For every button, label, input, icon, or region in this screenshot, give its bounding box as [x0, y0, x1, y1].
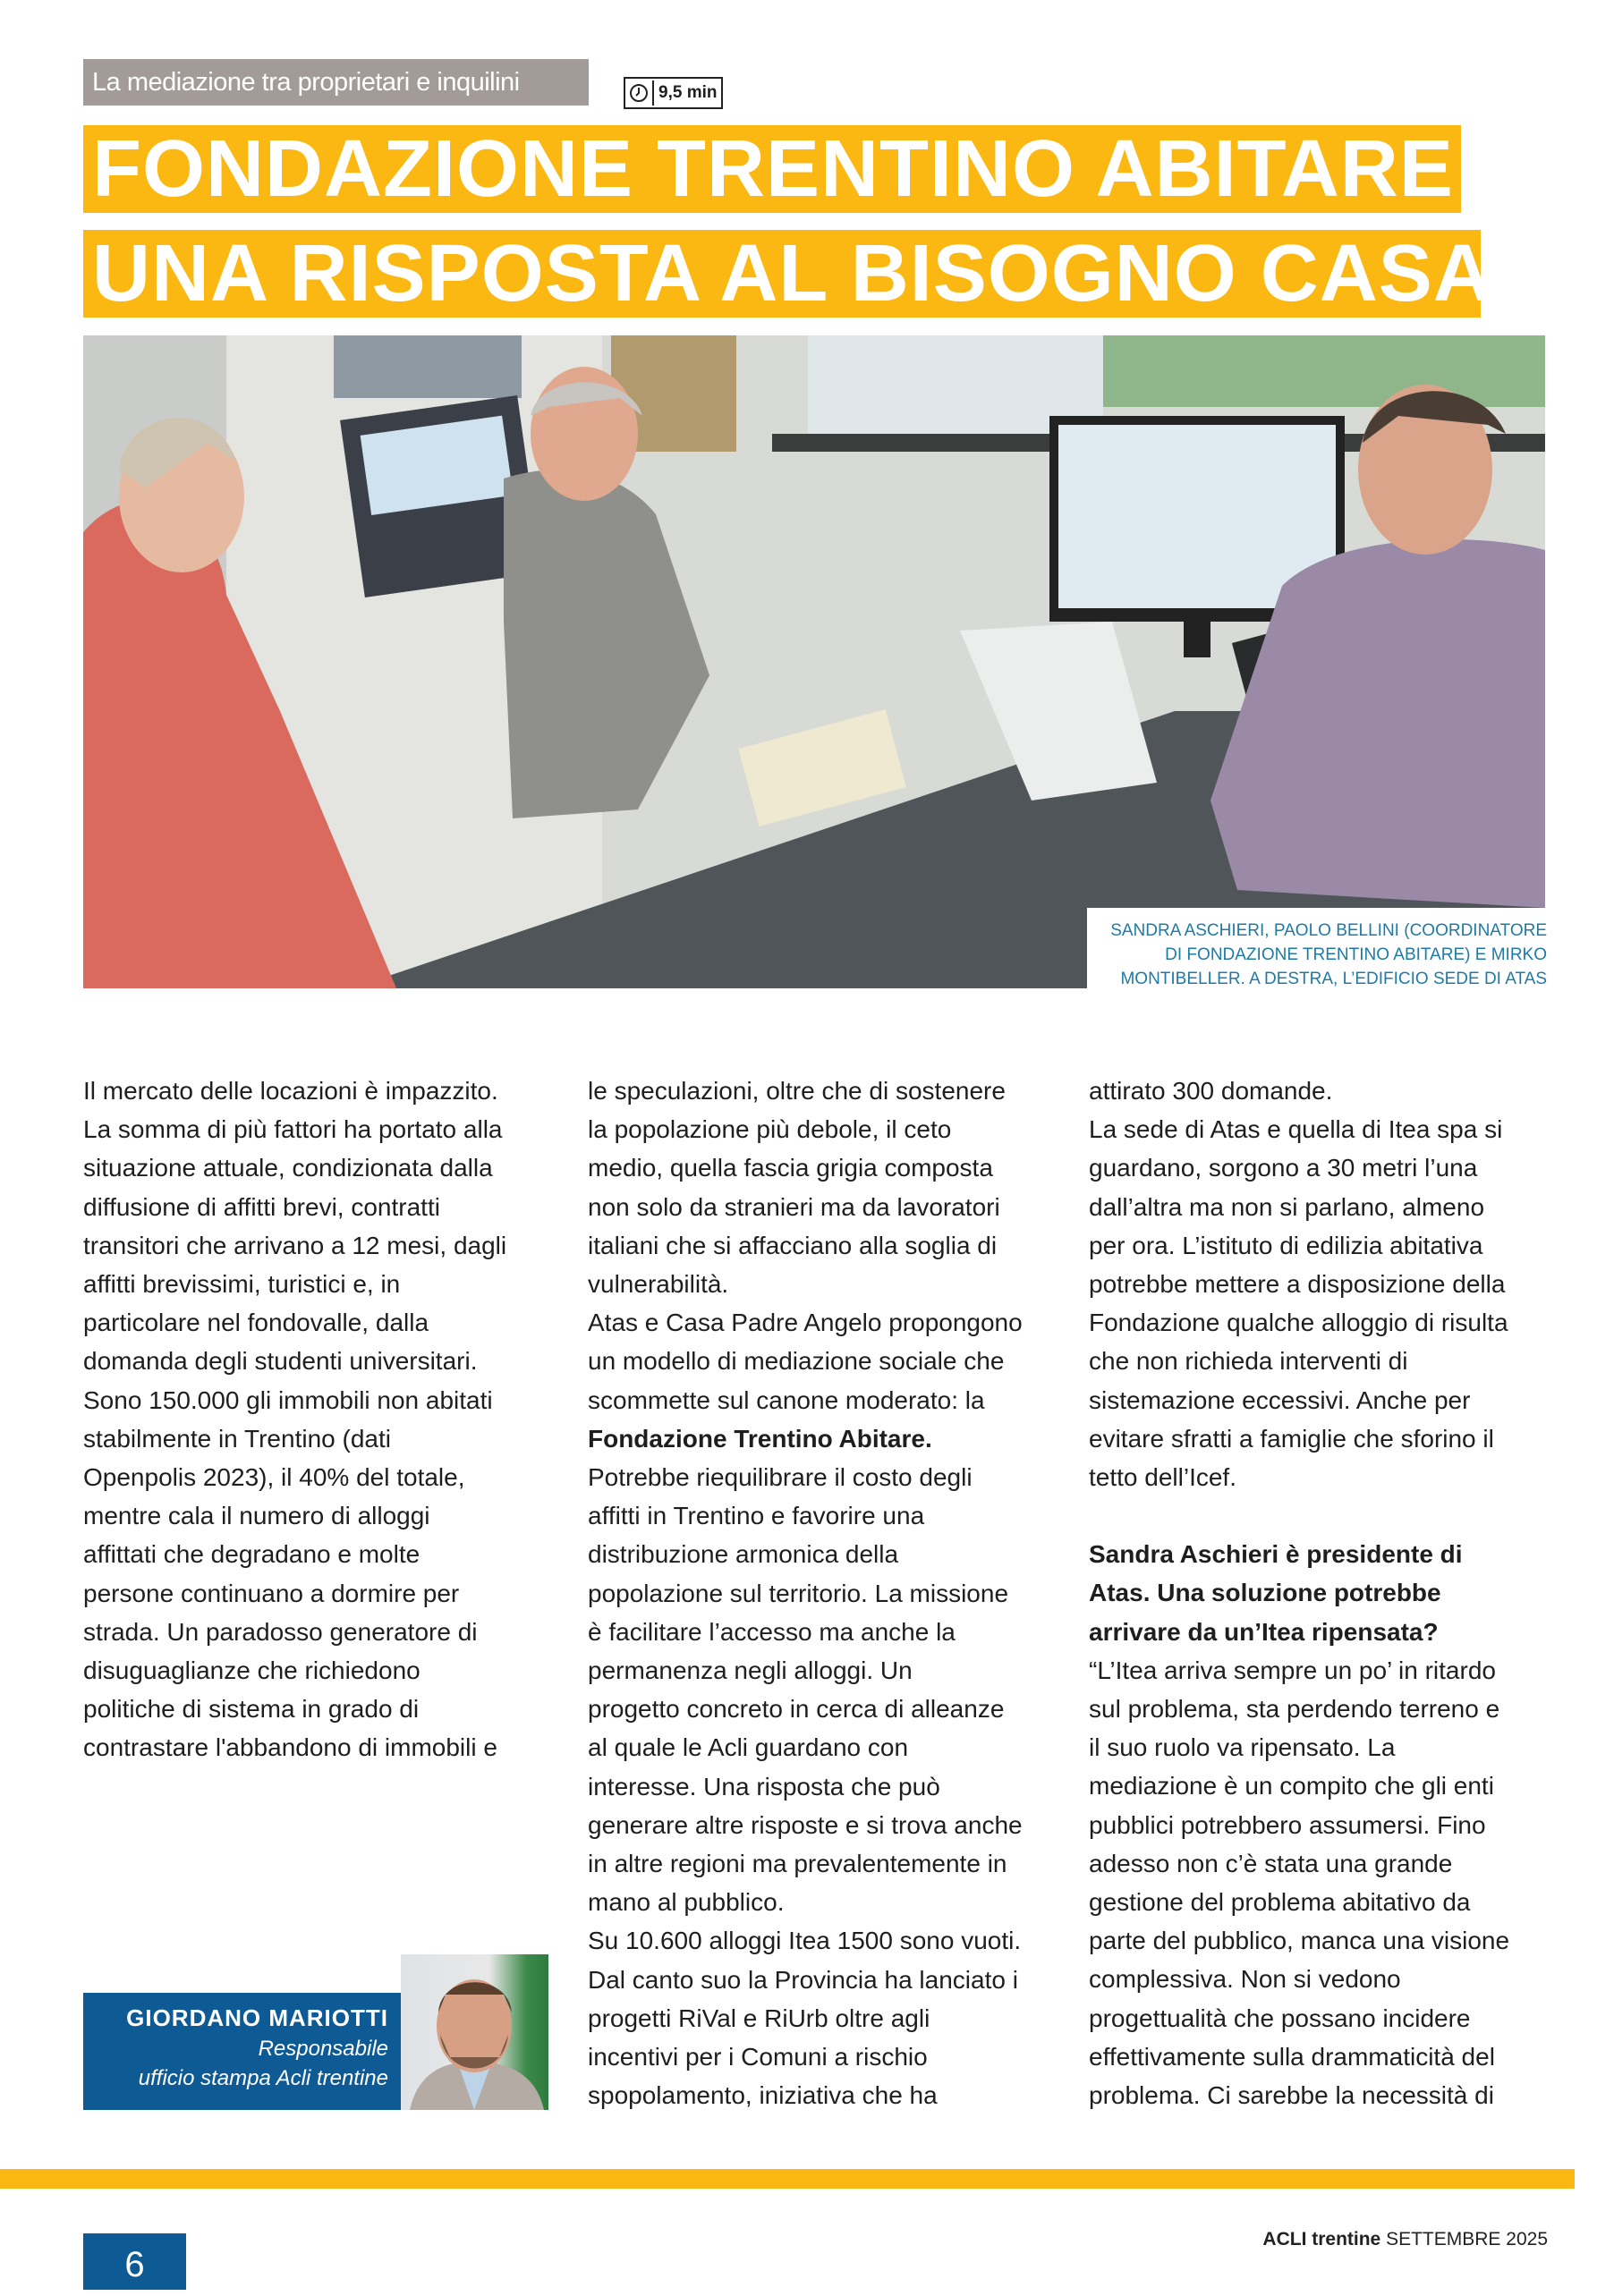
article-text-line: [1089, 1496, 1554, 1535]
issue-date: SETTEMBRE 2025: [1386, 2229, 1548, 2249]
article-text-line: distribuzione armonica della: [588, 1540, 899, 1569]
reading-time: 9,5 min: [658, 83, 718, 102]
article-text-line: italiani che si affacciano alla soglia di: [588, 1231, 998, 1259]
article-text-line: persone continuano a dormire per: [83, 1579, 460, 1607]
caption-line: MONTIBELLER. A DESTRA, L’EDIFICIO SEDE DI ATAS: [1120, 970, 1547, 988]
article-subheading-line: Atas. Una soluzione potrebbe: [1089, 1579, 1441, 1607]
article-text-line: pubblici potrebbero assumersi. Fino: [1089, 1810, 1486, 1839]
author-role: ufficio stampa Acli trentine: [138, 2066, 388, 2090]
article-text-line: La sede di Atas e quella di Itea spa si: [1089, 1115, 1503, 1144]
clock-icon: [625, 80, 654, 106]
author-photo: [401, 1954, 548, 2110]
photo-caption: [1087, 908, 1552, 997]
article-column-2: [588, 1072, 1053, 2114]
article-text-line: sistemazione eccessivi. Anche per: [1089, 1385, 1471, 1414]
article-text-line: Su 10.600 alloggi Itea 1500 sono vuoti.: [588, 1927, 1022, 1955]
article-text-line: interesse. Una risposta che può: [588, 1772, 940, 1800]
article-text-line: permanenza negli alloggi. Un: [588, 1656, 913, 1685]
article-text-line: potrebbe mettere a disposizione della: [1089, 1270, 1506, 1299]
article-text-line: problema. Ci sarebbe la necessità di: [1089, 2081, 1494, 2110]
author-role: Responsabile: [258, 2037, 388, 2061]
article-text-line: spopolamento, iniziativa che ha: [588, 2081, 938, 2110]
article-text-line: in altre regioni ma prevalentemente in: [588, 1850, 1007, 1878]
article-text-line: attirato 300 domande.: [1089, 1077, 1333, 1105]
article-photo: [83, 335, 1545, 988]
article-text-line: “L’Itea arriva sempre un po’ in ritardo: [1089, 1656, 1496, 1684]
article-column-3: [1089, 1072, 1554, 2114]
article-text-line: un modello di mediazione sociale che: [588, 1347, 1005, 1376]
article-text-line: gestione del problema abitativo da: [1089, 1888, 1471, 1917]
article-text-line: le speculazioni, oltre che di sostenere: [588, 1077, 1006, 1105]
article-text-line: progettualità che possano incidere: [1089, 2004, 1471, 2032]
article-text-line: transitori che arrivano a 12 mesi, dagli: [83, 1231, 507, 1259]
article-text-line: stabilmente in Trentino (dati: [83, 1424, 391, 1453]
article-text-line: il suo ruolo va ripensato. La: [1089, 1733, 1396, 1762]
article-text-line: Potrebbe riequilibrare il costo degli: [588, 1463, 973, 1492]
footer-publication: [1262, 2229, 1548, 2250]
article-subheading-line: arrivare da un’Itea ripensata?: [1089, 1617, 1439, 1646]
article-text-line: progetti RiVal e RiUrb oltre agli: [588, 2004, 930, 2032]
article-subheading-line: Sandra Aschieri è presidente di: [1089, 1540, 1463, 1569]
article-subheading-line: Fondazione Trentino Abitare.: [588, 1424, 932, 1453]
article-text-line: affitti brevissimi, turistici e, in: [83, 1270, 401, 1299]
article-text-line: progetto concreto in cerca di alleanze: [588, 1695, 1005, 1724]
article-text-line: Il mercato delle locazioni è impazzito.: [83, 1077, 498, 1105]
author-name: GIORDANO MARIOTTI: [126, 2004, 388, 2031]
headline-line-1: FONDAZIONE TRENTINO ABITARE: [83, 125, 1461, 213]
article-text-line: situazione attuale, condizionata dalla: [83, 1154, 493, 1182]
article-text-line: Dal canto suo la Provincia ha lanciato i: [588, 1965, 1018, 1994]
article-text-line: scommette sul canone moderato: la: [588, 1385, 985, 1414]
article-text-line: mediazione è un compito che gli enti: [1089, 1772, 1494, 1800]
article-text-line: Atas e Casa Padre Angelo propongono: [588, 1309, 1023, 1337]
article-text-line: tetto dell’Icef.: [1089, 1463, 1236, 1492]
article-text-line: complessiva. Non si vedono: [1089, 1965, 1401, 1994]
section-kicker: La mediazione tra proprietari e inquilini: [83, 59, 589, 106]
article-text-line: Openpolis 2023), il 40% del totale,: [83, 1463, 465, 1492]
article-text-line: effettivamente sulla drammaticità del: [1089, 2042, 1495, 2071]
article-text-line: strada. Un paradosso generatore di: [83, 1617, 478, 1646]
article-text-line: affitti in Trentino e favorire una: [588, 1502, 925, 1530]
article-text-line: domanda degli studenti universitari.: [83, 1347, 478, 1376]
article-text-line: particolare nel fondovalle, dalla: [83, 1309, 429, 1337]
article-text-line: mano al pubblico.: [588, 1888, 785, 1917]
magazine-name: ACLI trentine: [1262, 2229, 1381, 2249]
author-box: [83, 1954, 548, 2110]
article-text-line: guardano, sorgono a 30 metri l’una: [1089, 1154, 1478, 1182]
reading-time-badge: [624, 77, 723, 109]
article-text-line: incentivi per i Comuni a rischio: [588, 2043, 928, 2071]
article-text-line: per ora. L’istituto di edilizia abitativa: [1089, 1231, 1483, 1259]
article-text-line: non solo da stranieri ma da lavoratori: [588, 1192, 1000, 1221]
article-text-line: evitare sfratti a famiglie che sforino il: [1089, 1424, 1494, 1453]
caption-line: DI FONDAZIONE TRENTINO ABITARE) E MIRKO: [1165, 945, 1547, 964]
page-number: 6: [83, 2233, 186, 2290]
article-text-line: Sono 150.000 gli immobili non abitati: [83, 1385, 493, 1414]
article-text-line: che non richieda interventi di: [1089, 1347, 1408, 1376]
caption-line: SANDRA ASCHIERI, PAOLO BELLINI (COORDINATORE: [1110, 921, 1547, 940]
article-text-line: la popolazione più debole, il ceto: [588, 1115, 952, 1144]
article-text-line: Fondazione qualche alloggio di risulta: [1089, 1309, 1508, 1337]
article-text-line: adesso non c’è stata una grande: [1089, 1849, 1453, 1877]
article-text-line: parte del pubblico, manca una visione: [1089, 1927, 1510, 1955]
article-text-line: medio, quella fascia grigia composta: [588, 1154, 993, 1182]
article-text-line: affittati che degradano e molte: [83, 1540, 420, 1569]
article-text-line: contrastare l'abbandono di immobili e: [83, 1733, 497, 1762]
article-text-line: è facilitare l’accesso ma anche la: [588, 1617, 956, 1646]
article-text-line: disuguaglianze che richiedono: [83, 1656, 420, 1685]
article-text-line: dall’altra ma non si parlano, almeno: [1089, 1192, 1485, 1221]
article-text-line: sul problema, sta perdendo terreno e: [1089, 1695, 1500, 1724]
article-text-line: politiche di sistema in grado di: [83, 1695, 420, 1724]
article-text-line: popolazione sul territorio. La missione: [588, 1579, 1009, 1607]
footer-accent-bar: [0, 2169, 1575, 2189]
article-text-line: al quale le Acli guardano con: [588, 1733, 909, 1762]
article-text-line: generare altre risposte e si trova anche: [588, 1810, 1023, 1839]
author-info: [83, 1993, 401, 2110]
article-column-1: [83, 1072, 548, 1767]
article-text-line: La somma di più fattori ha portato alla: [83, 1115, 503, 1144]
headline-line-2: UNA RISPOSTA AL BISOGNO CASA: [83, 230, 1481, 318]
article-text-line: diffusione di affitti brevi, contratti: [83, 1192, 440, 1221]
article-text-line: mentre cala il numero di alloggi: [83, 1502, 430, 1530]
article-text-line: vulnerabilità.: [588, 1270, 729, 1299]
